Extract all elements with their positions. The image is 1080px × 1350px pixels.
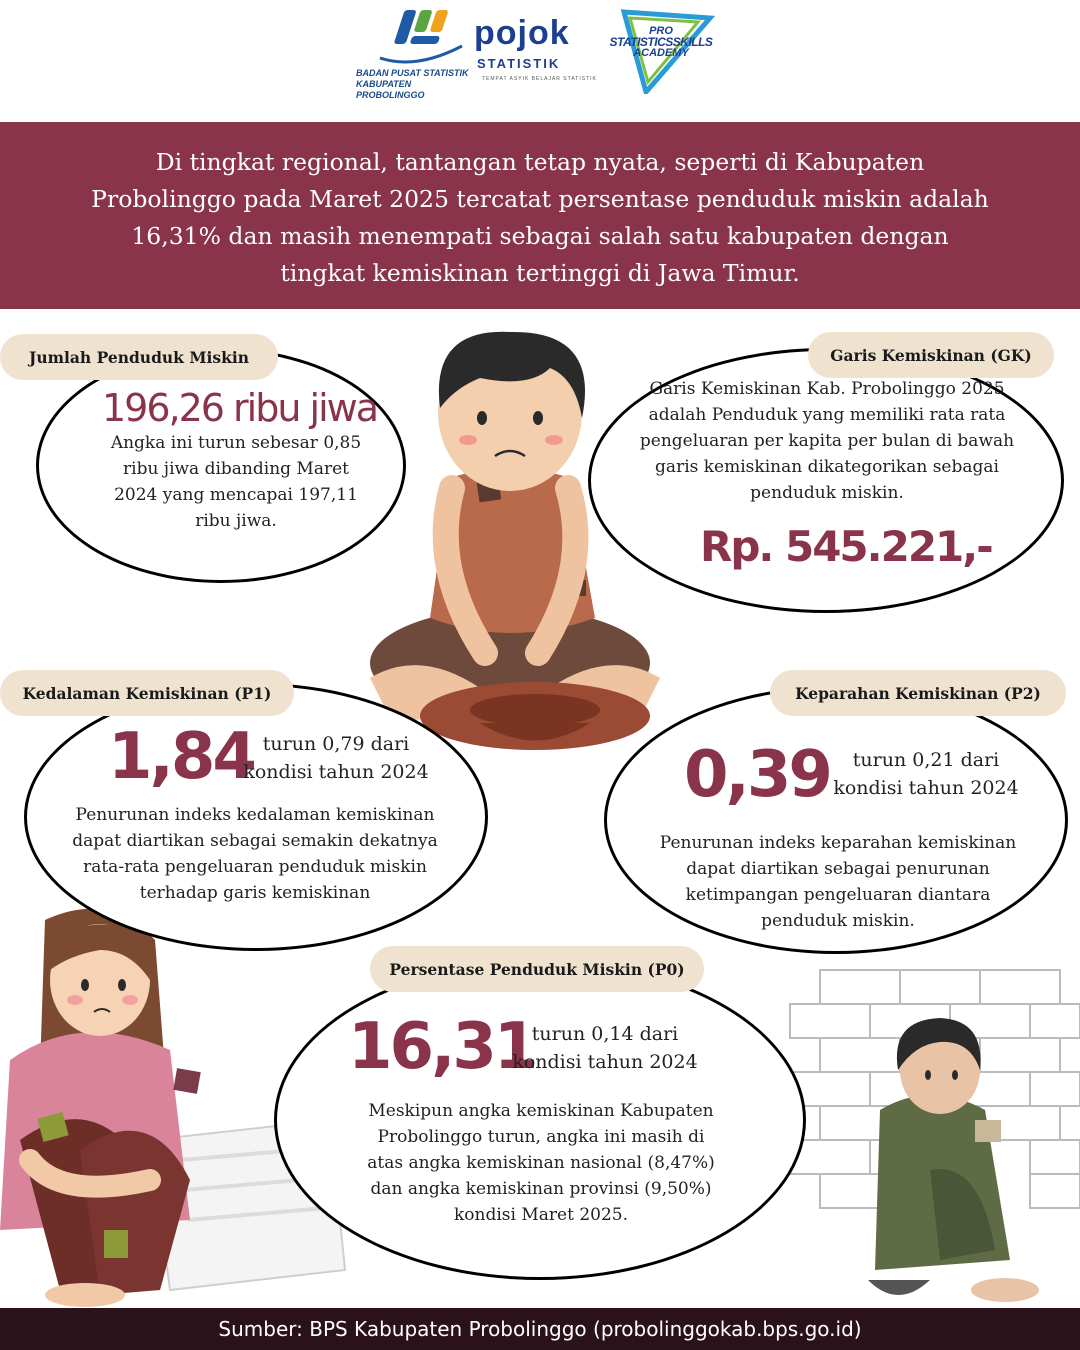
boy-at-wall-illustration	[780, 960, 1080, 1310]
pojok-logo-tagline: TEMPAT ASYIK BELAJAR STATISTIK	[482, 76, 597, 82]
pojok-logo-sub: STATISTIK	[477, 56, 561, 71]
academy-logo-text	[596, 26, 726, 59]
bps-name	[356, 68, 476, 101]
academy-line2: STATISTICSSKILLS	[609, 35, 713, 49]
p1-label: Kedalaman Kemiskinan (P1)	[0, 670, 294, 716]
garis-desc: Garis Kemiskinan Kab. Probolinggo 2025 adalah Penduduk yang memiliki rata rata pengeluaran per kapita per bulan di bawah garis kemiskinan dikategorikan sebagai penduduk miskin.	[639, 379, 1015, 503]
p2-change: turun 0,21 dari kondisi tahun 2024	[833, 749, 1019, 799]
intro-banner-text: Di tingkat regional, tantangan tetap nyata, seperti di Kabupaten Probolinggo pada Maret 2025 tercatat persentase penduduk miskin adalah 16,31% dan masih menempati sebagai salah satu kabupaten dengan tingkat kemiskinan tertinggi di Jawa Timur.	[91, 148, 989, 287]
jumlah-desc: Angka ini turun sebesar 0,85 ribu jiwa dibanding Maret 2024 yang mencapai 197,11 ribu jiwa.	[110, 433, 362, 531]
academy-line1: PRO	[649, 25, 673, 37]
garis-label: Garis Kemiskinan (GK)	[808, 332, 1054, 378]
garis-value: Rp. 545.221,-	[700, 522, 992, 571]
p2-value: 0,39	[684, 738, 830, 812]
jumlah-label: Jumlah Penduduk Miskin	[0, 334, 278, 380]
bps-name-line2: KABUPATEN PROBOLINGGO	[356, 79, 425, 100]
p2-label: Keparahan Kemiskinan (P2)	[770, 670, 1066, 716]
p0-change: turun 0,14 dari kondisi tahun 2024	[512, 1023, 698, 1073]
bps-logo-icon	[376, 6, 466, 68]
jumlah-value: 196,26 ribu jiwa	[102, 386, 377, 430]
academy-line3: ACADEMY	[633, 47, 689, 59]
p0-value: 16,31	[348, 1010, 536, 1084]
bps-name-line1: BADAN PUSAT STATISTIK	[356, 68, 469, 78]
source-footer: Sumber: BPS Kabupaten Probolinggo (probolinggokab.bps.go.id)	[0, 1308, 1080, 1350]
p0-desc: Meskipun angka kemiskinan Kabupaten Probolinggo turun, angka ini masih di atas angka kemiskinan nasional (8,47%) dan angka kemiskinan provinsi (9,50%) kondisi Maret 2025.	[367, 1101, 715, 1225]
pojok-logo-word: pojok	[474, 14, 570, 52]
p1-change: turun 0,79 dari kondisi tahun 2024	[243, 733, 429, 783]
p1-value: 1,84	[108, 720, 254, 794]
p0-label: Persentase Penduduk Miskin (P0)	[370, 946, 704, 992]
logo-row	[0, 0, 1080, 120]
p2-desc: Penurunan indeks keparahan kemiskinan dapat diartikan sebagai penurunan ketimpangan pengeluaran diantara penduduk miskin.	[659, 833, 1017, 931]
p1-desc: Penurunan indeks kedalaman kemiskinan dapat diartikan sebagai semakin dekatnya rata-rata pengeluaran penduduk miskin terhadap garis kemiskinan	[72, 805, 438, 903]
intro-banner	[0, 122, 1080, 309]
